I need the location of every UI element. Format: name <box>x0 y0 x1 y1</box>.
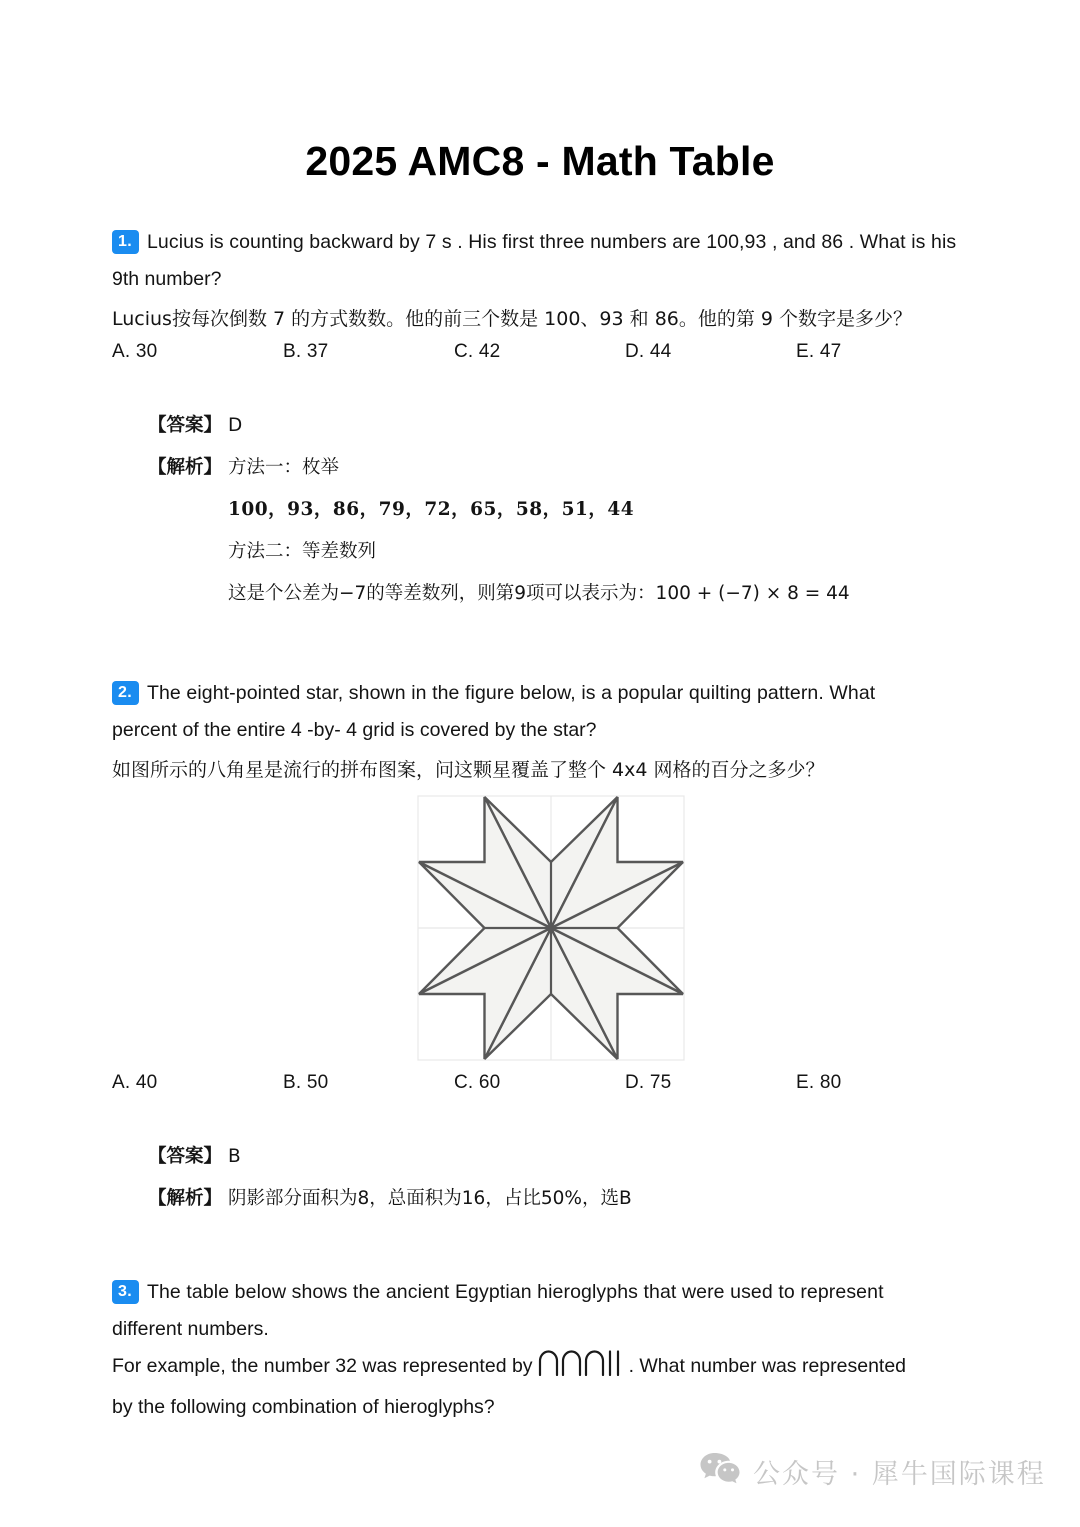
answer-label-1: 【答案】 <box>148 415 223 436</box>
option-2-c[interactable]: C. 60 <box>454 1072 501 1093</box>
question-1-cn: Lucius按每次倒数 7 的方式数数。他的前三个数是 100、93 和 86。他的第 9 个数字是多少？ <box>112 307 913 330</box>
question-1-options <box>112 341 992 363</box>
question-2-options <box>112 1072 992 1094</box>
analysis-1-line-2: 100，93，86，79，72，65，58，51，44 <box>228 499 635 520</box>
wechat-icon <box>700 1452 740 1491</box>
option-1-e[interactable]: E. 47 <box>796 341 842 362</box>
option-2-d[interactable]: D. 75 <box>625 1072 672 1093</box>
question-number-badge-3: 3. <box>112 1280 139 1304</box>
question-1-en-line-2: 9th number? <box>112 267 222 290</box>
question-2-statement-en <box>112 675 992 712</box>
analysis-1-line-3: 方法二：等差数列 <box>228 541 377 562</box>
question-1-statement-en <box>112 224 992 261</box>
question-1-solution <box>148 405 1028 615</box>
question-block-1 <box>112 224 992 337</box>
wechat-icon-svg <box>700 1452 740 1486</box>
eight-pointed-star-figure <box>417 795 685 1061</box>
option-1-d[interactable]: D. 44 <box>625 341 672 362</box>
analysis-1-line-4: 这是个公差为−7的等差数列，则第9项可以表示为：100 + (−7) × 8 = 44 <box>228 583 850 604</box>
question-2-analysis-row <box>148 1178 1028 1220</box>
analysis-label-1: 【解析】 <box>148 457 223 478</box>
option-2-b[interactable]: B. 50 <box>283 1072 329 1093</box>
question-2-cn: 如图所示的八角星是流行的拼布图案，问这颗星覆盖了整个 4x4 网格的百分之多少？ <box>112 758 825 781</box>
option-2-a[interactable]: A. 40 <box>112 1072 158 1093</box>
question-3-en-line-4: by the following combination of hieroglyphs? <box>112 1395 495 1418</box>
question-block-2 <box>112 675 992 788</box>
analysis-label-2: 【解析】 <box>148 1188 223 1209</box>
question-1-analysis-row <box>148 447 1028 489</box>
heel-bone-glyph-2 <box>563 1351 580 1375</box>
watermark-text: 公众号 · 犀牛国际课程 <box>753 1459 1046 1490</box>
analysis-1-line-1: 方法一：枚举 <box>228 457 340 478</box>
question-3-en-line-3-after: . What number was represented <box>628 1354 907 1377</box>
analysis-2-line-1: 阴影部分面积为8，总面积为16，占比50%，选B <box>228 1188 632 1209</box>
question-number-badge-1: 1. <box>112 230 139 254</box>
question-2-en-line-2: percent of the entire 4 -by- 4 grid is covered by the star? <box>112 718 597 741</box>
question-3-statement-en <box>112 1274 992 1311</box>
question-number-badge-2: 2. <box>112 681 139 705</box>
question-1-en-line-1: Lucius is counting backward by 7 s . His first three numbers are 100,93 , and 86 . What is his <box>146 231 957 253</box>
heel-bone-glyph-1 <box>540 1351 557 1375</box>
answer-label-2: 【答案】 <box>148 1146 223 1167</box>
option-1-a[interactable]: A. 30 <box>112 341 158 362</box>
question-3-en-line-2: different numbers. <box>112 1317 269 1340</box>
option-1-c[interactable]: C. 42 <box>454 341 501 362</box>
question-2-solution <box>148 1136 1028 1220</box>
page-title: 2025 AMC8 - Math Table <box>305 138 775 184</box>
question-block-3 <box>112 1274 992 1426</box>
footer-watermark <box>700 1452 1046 1491</box>
question-2-en-line-1: The eight-pointed star, shown in the figure below, is a popular quilting pattern. What <box>146 682 876 704</box>
question-1-answer-row <box>148 405 1028 447</box>
answer-value-2: B <box>228 1146 241 1167</box>
answer-value-1: D <box>228 415 243 436</box>
hieroglyph-group <box>538 1350 624 1389</box>
hieroglyph-svg <box>538 1350 624 1376</box>
option-2-e[interactable]: E. 80 <box>796 1072 842 1093</box>
question-2-answer-row <box>148 1136 1028 1178</box>
option-1-b[interactable]: B. 37 <box>283 341 329 362</box>
question-3-en-line-1: The table below shows the ancient Egyptian hieroglyphs that were used to represent <box>146 1281 884 1303</box>
question-3-en-line-3-before: For example, the number 32 was represented by <box>112 1354 533 1377</box>
star-svg <box>417 795 685 1061</box>
heel-bone-glyph-3 <box>586 1351 603 1375</box>
question-3-en-line-3 <box>112 1348 992 1389</box>
